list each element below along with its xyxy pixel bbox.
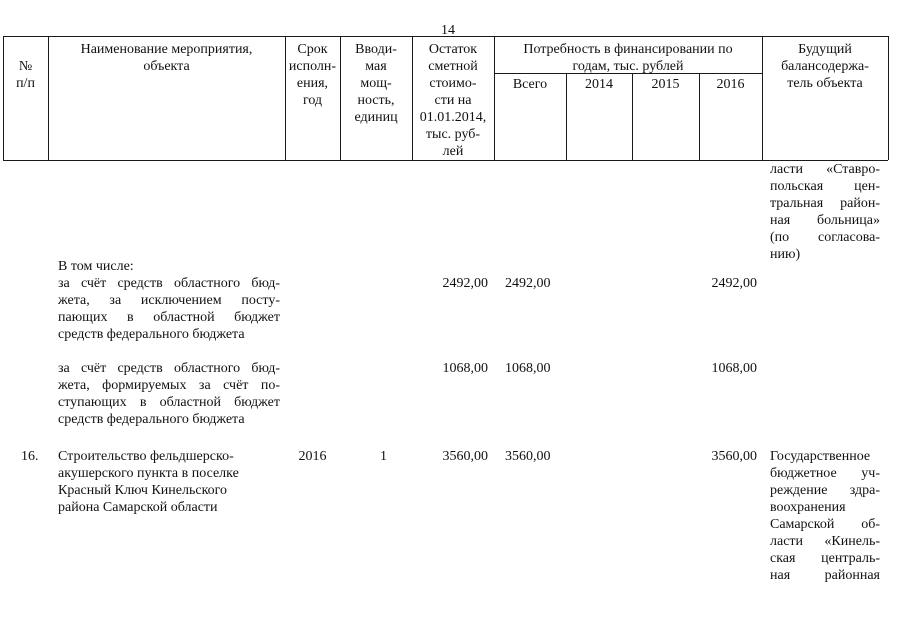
header-num: № п/п [16,59,35,91]
row-16-power: 1 [380,449,387,464]
row-16-name: Строительство фельдшерско- акушерского пункта в поселке Красный Ключ Кинельского района Самарской области [58,449,239,515]
header-total: Всего [512,77,548,92]
header-term: Срок исполн- ения, год [288,42,337,108]
row-16-num: 16. [21,449,39,464]
row-16-term: 2016 [298,449,327,464]
header-need: Потребность в финансировании по годам, тыс. рублей [523,42,733,74]
table-rule [888,36,889,160]
row-a-balance: 2492,00 [442,276,488,291]
row-a-total: 2492,00 [505,276,551,291]
row-a-2016: 2492,00 [711,276,757,291]
row-b-balance: 1068,00 [442,361,488,376]
row-16-balance: 3560,00 [442,449,488,464]
header-power: Вводи- мая мощ- ность, единиц [354,42,398,125]
row-b-name: за счёт средств областного бюд- жета, формируемых за счёт по- ступающих в областной бюджет средств федерального бюджета [58,361,280,427]
header-name: Наименование мероприятия, объекта [80,42,253,74]
table-rule [3,36,4,160]
header-year-2016: 2016 [716,77,745,92]
including-label: В том числе: [58,259,134,274]
holder-continuation: ласти «Ставро- польская цен- тральная район- ная больница» (по согласова- нию) [770,162,880,262]
header-balance: Остаток сметной стоимо- сти на 01.01.2014, тыс. руб- лей [419,42,487,159]
row-a-name: за счёт средств областного бюд- жета, за исключением посту- пающих в областной бюджет средств федерального бюджета [58,276,280,342]
row-b-2016: 1068,00 [711,361,757,376]
header-year-2015: 2015 [651,77,680,92]
row-16-total: 3560,00 [505,449,551,464]
row-b-total: 1068,00 [505,361,551,376]
header-year-2014: 2014 [585,77,613,92]
row-16-2016: 3560,00 [711,449,757,464]
row-16-holder: Государственное бюджетное уч- реждение здра- воохранения Самарской об- ласти «Кинель- ская централь- ная районная [770,449,880,583]
page-number: 14 [441,23,455,38]
header-holder: Будущий балансодержа- тель объекта [781,42,869,91]
